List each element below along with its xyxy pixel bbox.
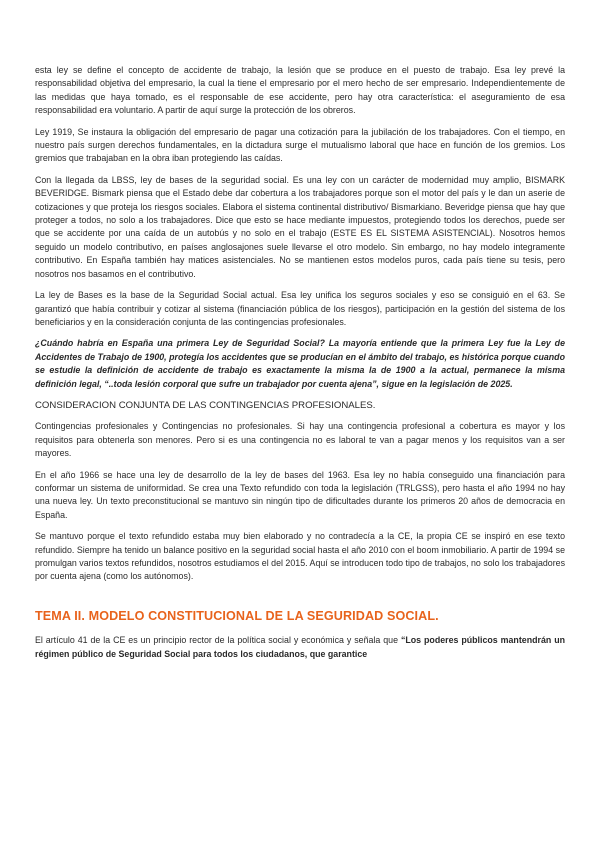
- article-41-quote: “Los poderes públicos mantendrán un régimen público de Seguridad Social para todos los ciudadanos, que garantice: [35, 635, 565, 659]
- paragraph-law-1919: Ley 1919, Se instaura la obligación del empresario de pagar una cotización para la jubilación de los trabajadores. Con el tiempo, en nuestro país surgen derechos fundamentales, en la dictadura surge el mutualismo laboral que hace en función de los gremios. Los gremios que trabajaban en la obra iban protegiendo las caídas.: [35, 126, 565, 164]
- paragraph-lbss: Con la llegada da LBSS, ley de bases de la seguridad social. Es una ley con un carácter de modernidad muy amplio, BISMARK BEVERIDGE. Bismark piensa que el Estado debe dar cobertura a los trabajadores porque son el motor del país y le dan un aserie de cotizaciones y que proteja los riesgos sociales. Elabora el sistema continental distributivo/ Bismarkiano. Beveridge piensa que hay que proteger a todos, no solo a los trabajadores. Dice que esto se hace mediante impuestos, protegiendo todos los derechos, puede ser que se accidente por una caída de un autobús y no solo en el trabajo (ESTE ES EL SISTEMA ASISTENCIAL). Nosotros hemos seguido un modelo contributivo, en países anglosajones suele llevarse el otro modelo. Sin embargo, no hay modelo integramente contributivo. En España también hay matices asistenciales. No se mantienen estos modelos puros, cada país tiene su tesis, pero nosotros nos basamos en el contributivo.: [35, 174, 565, 279]
- paragraph-accident-law: esta ley se define el concepto de accidente de trabajo, la lesión que se produce en el puesto de trabajo. Esa ley prevé la responsabilidad objetiva del empresario, la cual la tiene el empresario por el mero hecho de ser empresario. Independientemente de las medidas que haya tomado, es el responsable de ese accidente, pero hay otra característica: el aseguramiento de esa responsabilidad era voluntario. A partir de aquí surge la protección de los obreros.: [35, 65, 565, 116]
- section-title: TEMA II. MODELO CONSTITUCIONAL DE LA SEGURIDAD SOCIAL.: [35, 608, 439, 623]
- paragraph-article-41: [35, 634, 565, 661]
- paragraph-1966: En el año 1966 se hace una ley de desarrollo de la ley de bases del 1963. Esa ley no había conseguido una financiación para conformar un sistema de uniformidad. Se crea una Texto refundido con toda la legislación (TRLGSS), pero hasta el año 1994 no hay una nueva ley. Un texto preconstitucional se mantuvo sin ningún tipo de dificultades durante los primeros 20 años de democracia en España.: [35, 469, 565, 520]
- paragraph-contingencias: Contingencias profesionales y Contingencias no profesionales. Si hay una contingencia profesional a cobertura es mayor y los requisitos para obtenerla son menores. Pero si es una contingencia no es laboral te van a pagar menos y los requisitos van a ser mayores.: [35, 421, 565, 459]
- paragraph-question: ¿Cuándo habría en España una primera Ley de Seguridad Social? La mayoría entiende que la primera Ley fue la Ley de Accidentes de Trabajo de 1900, protegía los accidentes que se producían en el ámbito del trabajo, es histórica porque cuando se estudie la definición de accidente de trabajo es exactamente la misma la de 1900 a la actual, permanece la misma definición legal, “..toda lesión corporal que sufre un trabajador por cuenta ajena”, sigue en la legislación de 2025.: [35, 338, 565, 389]
- article-41-intro: El artículo 41 de la CE es un principio rector de la política social y económica y señala que: [35, 635, 401, 646]
- document-page: [35, 64, 565, 669]
- paragraph-ley-bases: La ley de Bases es la base de la Seguridad Social actual. Esa ley unifica los seguros sociales y eso se consiguió en el 63. Se garantizó que había contribuir y cotizar al sistema (financiación pública de los riesgos), participación en la gestión del sistema de los beneficiarios y en la consideración conjunta de las contingencias profesionales.: [35, 290, 565, 327]
- paragraph-texto-refundido: Se mantuvo porque el texto refundido estaba muy bien elaborado y no contradecía a la CE, la propia CE se inspiró en ese texto refundido. Siempre ha tenido un balance positivo en la seguridad social hasta el año 2010 con el boom inmobiliario. A partir de 1994 se promulgan varios textos refundidos, nosotros estudiamos el del 2015. Aquí se introducen todo tipo de trabajos, no solo los trabajadores por cuenta ajena (como los autónomos).: [35, 531, 565, 582]
- subheading-contingencias: CONSIDERACION CONJUNTA DE LAS CONTINGENCIAS PROFESIONALES.: [35, 399, 376, 411]
